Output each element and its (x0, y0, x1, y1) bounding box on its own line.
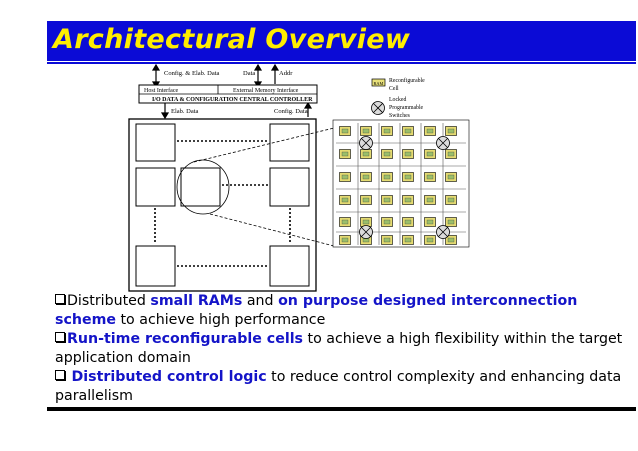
cell-core (427, 152, 433, 156)
footer-rule (47, 407, 636, 411)
title-bar (47, 21, 636, 61)
cell-core (405, 175, 411, 179)
legend-cell-label-1: Reconfigurable (389, 78, 425, 84)
bullet-part: small RAMs (150, 293, 243, 309)
legend-switch-label-3: Switches (389, 113, 410, 119)
cell-core (427, 198, 433, 202)
array-block (270, 246, 309, 286)
cell-core (384, 175, 390, 179)
cell-core (448, 198, 454, 202)
cell-core (405, 129, 411, 133)
controller-label: I/O DATA & CONFIGURATION CENTRAL CONTROLLER (152, 97, 313, 103)
cell-core (427, 238, 433, 242)
external-memory-interface-label: External Memory Interface (233, 88, 299, 94)
bullet-item (55, 368, 630, 406)
bullet-item (55, 292, 630, 330)
bullet-list (55, 292, 630, 406)
architecture-diagram (0, 64, 638, 292)
bullet-marker-icon (55, 332, 65, 342)
cell-core (405, 198, 411, 202)
legend (372, 77, 426, 119)
array-block (136, 246, 175, 286)
data-label: Data (243, 70, 256, 77)
cell-core (384, 198, 390, 202)
cell-core (342, 152, 348, 156)
cell-core (405, 238, 411, 242)
bullet-part: on purpose designed interconnection scheme (55, 293, 578, 328)
cell-core (342, 198, 348, 202)
cell-core (363, 220, 369, 224)
legend-switch-label-1: Locked (389, 97, 407, 103)
array-block-highlighted (181, 168, 220, 206)
cell-core (384, 129, 390, 133)
cell-core (363, 129, 369, 133)
legend-switch-label-2: Programmable (389, 105, 424, 111)
host-interface-label: Host Interface (144, 88, 179, 94)
cell-core (405, 220, 411, 224)
array-block (270, 168, 309, 206)
cell-core (384, 238, 390, 242)
cell-core (384, 220, 390, 224)
array-block (136, 168, 175, 206)
cell-core (363, 152, 369, 156)
cell-core (427, 129, 433, 133)
addr-label: Addr (279, 70, 293, 77)
bullet-part: Run-time reconfigurable cells (67, 331, 304, 347)
config-data-label: Config. Data (274, 108, 308, 115)
bullet-part: and (242, 293, 279, 309)
bullet-part: to reduce control complexity and enhancing data parallelism (55, 369, 622, 404)
slide-title: Architectural Overview (53, 24, 411, 55)
cell-core (342, 129, 348, 133)
bullet-part: to achieve a high flexibility within the target application domain (55, 331, 623, 366)
elab-data-label: Elab. Data (171, 108, 199, 115)
bullet-part: to achieve high performance (115, 312, 326, 328)
cell-core (448, 238, 454, 242)
cell-core (363, 198, 369, 202)
cell-core (448, 129, 454, 133)
cell-core (448, 175, 454, 179)
cell-core (448, 152, 454, 156)
array-block (270, 124, 309, 161)
cell-core (448, 220, 454, 224)
config-elab-data-label: Config. & Elab. Data (164, 70, 220, 77)
cell-core (405, 152, 411, 156)
bullet-marker-icon (55, 294, 65, 304)
bullet-part: Distributed (67, 293, 151, 309)
bullet-marker-icon (55, 370, 65, 380)
switch-icon (372, 102, 385, 115)
bullet-item (55, 330, 630, 368)
cell-core (384, 152, 390, 156)
cell-core (427, 220, 433, 224)
cell-core (363, 175, 369, 179)
cell-core (342, 238, 348, 242)
array-block (136, 124, 175, 161)
cell-core (427, 175, 433, 179)
bullet-part: Distributed control logic (71, 369, 267, 385)
cell-core (342, 175, 348, 179)
cell-core (342, 220, 348, 224)
legend-ram-text: RAM (373, 81, 384, 86)
legend-cell-label-2: Cell (389, 86, 399, 92)
